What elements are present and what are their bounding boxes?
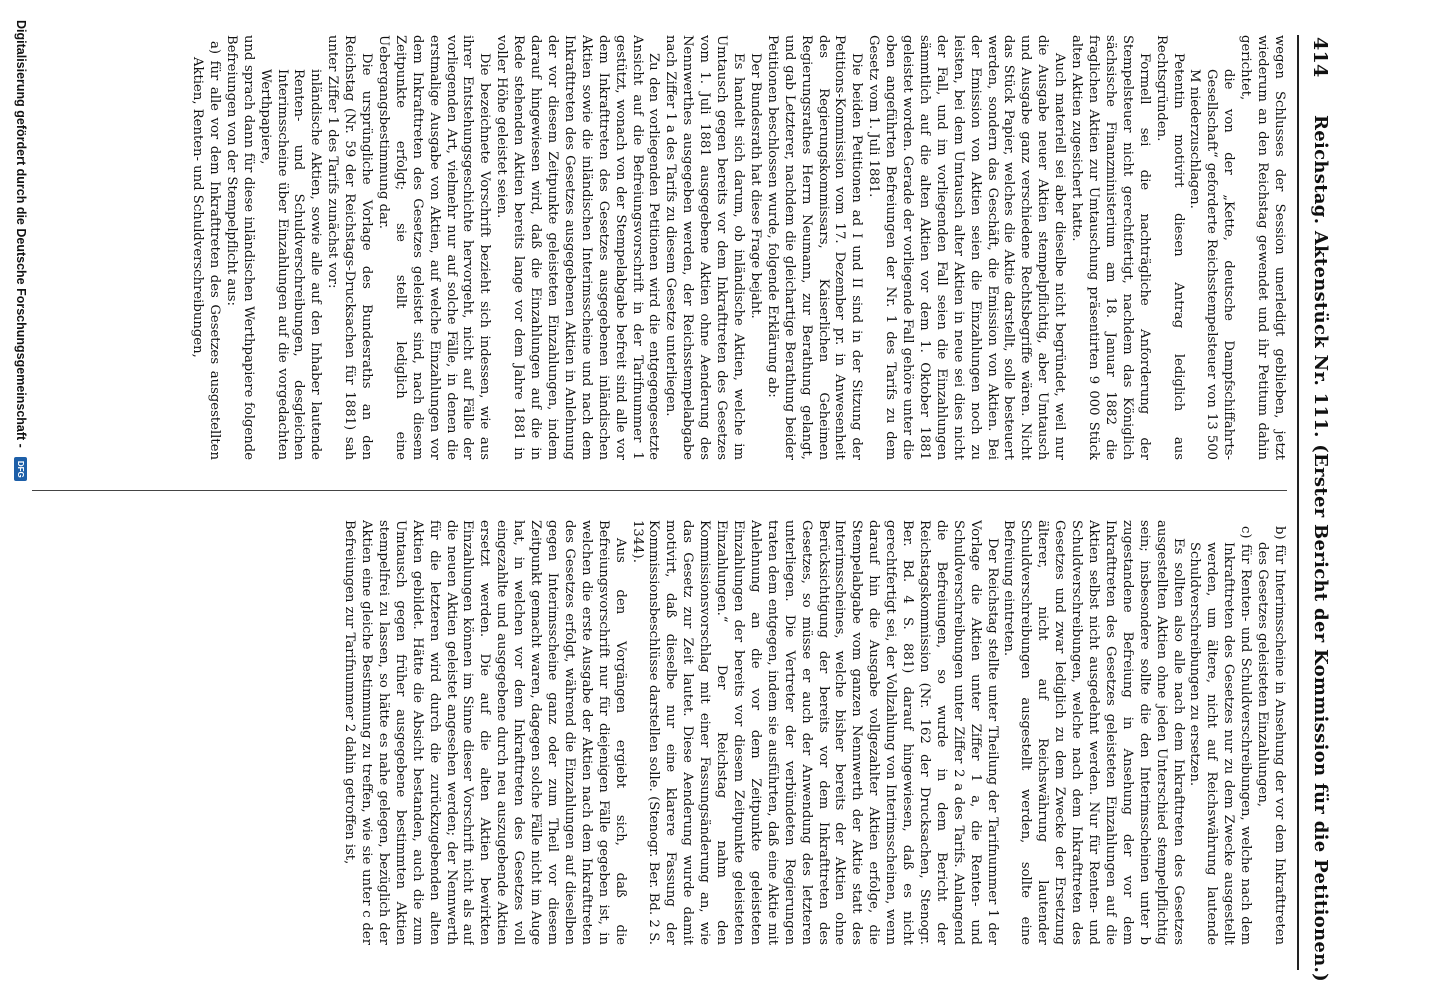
- paragraph: Auch materiell sei aber dieselbe nicht begründet, weil nur die Ausgabe neuer Aktien stempelpflichtig, aber Umtausch und Ausgabe ganz verschiedene Rechtsbegriffe wären. Nicht das Stück Papier, welches die Aktie darstellt, solle besteuert werden, sondern das Geschäft, die Emission von Aktien. Bei der Emission von Aktien seien die Einzahlungen noch zu leisten, bei dem Umtausch alter Aktien in neue sei dies nicht der Fall, und im vorliegenden Fall seien die Einzahlungen sämmtlich auf die alten Aktien vor dem 1. Oktober 1881 geleistet worden. Gerade der vorliegende Fall gehöre unter die oben angeführten Befreiungen der Nr. 1 des Tarifs zu dem Gesetz vom 1. Juli 1881.: [866, 35, 1068, 460]
- paragraph: Es handelt sich darum, ob inländische Aktien, welche im Umtausch gegen bereits vor dem Inkrafttreten des Gesetzes vom 1. Juli 1881 ausgegebene Aktien ohne Aenderung des Nennwerthes ausgegeben werden, der Reichsstempelabgabe nach Ziffer 1 a des Tarifs zu diesem Gesetze unterliegen.: [663, 35, 746, 460]
- paragraph: Es sollten also alle nach dem Inkrafttreten des Gesetzes ausgestellten Aktien ohne jeden Unterschied stempelpflichtig sein; insbesondere sollte die den Interimsscheinen unter b zugestandene Befreiung in Ansehung der vor dem Inkrafttreten des Gesetzes geleisteten Einzahlungen auf die Aktien selbst nicht ausgedehnt werden. Nur für Renten- und Schuldverschreibungen, welche nach dem Inkrafttreten des Gesetzes und zwar lediglich zu dem Zwecke der Ersetzung älterer, nicht auf Reichswährung lautender Schuldverschreibungen ausgestellt werden, sollte eine Befreiung eintreten.: [1001, 520, 1186, 945]
- paragraph: Die beiden Petitionen ad I und II sind in der Sitzung der Petitions-Kommission vom 17. Dezember pr. in Anwesenheit des Regierungskommissars, Kaiserlichen Geheimen Regierungsrathes Herrn Neumann, zur Berathung gelangt, und gab Letzterer, nachdem die gleichartige Berathung beider Petitionen beschlossen wurde, folgende Erklärung ab:: [764, 35, 865, 460]
- running-title: Reichstag. Aktenstück Nr. 111. (Erster Bericht der Kommission für die Petitionen.): [1310, 115, 1331, 982]
- paragraph: Der Bundesrath hat diese Frage bejaht.: [747, 53, 763, 319]
- credit-text: Digitalisierung gefördert durch die Deutsche Forschungsgemeinschaft -: [14, 20, 28, 448]
- paragraph: die von der „Kette, deutsche Dampfschiffahrts-Gesellschaft“ geforderte Reichsstempelsteuer von 13 500 M niederzuschlagen.: [1187, 69, 1237, 460]
- digitization-credit: [4, 20, 28, 980]
- paragraph: Aus den Vorgängen ergiebt sich, daß die Befreiungsvorschrift nur für diejenigen Fälle gegeben ist, in welchen die erste Ausgabe der Aktien nach dem Inkrafttreten des Gesetzes erfolgt, während die Einzahlungen auf dieselben gegen Interimsscheine ganz oder zum Theil vor diesem Zeitpunkt gemacht waren, dagegen solche Fälle nicht im Auge hat, in welchen vor dem Inkrafttreten des Gesetzes voll eingezahlte und ausgegebene durch neu auszugebende Aktien ersetzt werden. Die auf die alten Aktien bewirkten Einzahlungen können im Sinne dieser Vorschrift nicht als auf die neuen Aktien geleistet angesehen werden; der Nennwerth für die letzteren wird durch die zurückzugebenden alten Aktien gebildet. Hätte die Absicht bestanden, auch die zum Umtausch gegen früher ausgegebene bestimmten Aktien stempelfrei zu lassen, so hätte es nahe gelegen, bezüglich der Aktien eine gleiche Bestimmung zu treffen, wie sie unter c der Befreiungen zur Tarifnummer 2 dahin getroffen ist,: [342, 520, 628, 945]
- paragraph: Der Reichstag stellte unter Theilung der Tarifnummer 1 der Vorlage die Aktien unter Ziffer 1 a, die Renten- und Schuldverschreibungen unter Ziffer 2 a des Tarifs. Anlangend die Befreiungen, so wurde in dem Bericht der Reichstagskommission (Nr. 162 der Drucksachen, Stenogr. Ber. Bd. 4 S. 881) darauf hingewiesen, daß es nicht gerechtfertigt sei, der Vollzahlung von Interimsscheinen, wenn darauf hin die Ausgabe vollgezahlter Aktien erfolge, die Stempelabgabe vom ganzen Nennwerth der Aktie statt des Interimsscheines, welche bisher bereits der Aktien ohne Berücksichtigung der bereits vor dem Inkrafttreten des Gesetzes, so müsse er auch der Anwendung des letzteren unterliegen. Die Vertreter der verbündeten Regierungen traten dem entgegen, indem sie ausführten, daß eine Aktie mit Anlehnung an die vor dem Zeitpunkte geleisteten Einzahlungen der bereits vor diesem Zeitpunkte geleisteten Einzahlungen.“ Der Reichstag nahm den Kommissionsvorschlag mit einer Fassungsänderung an, wie das Gesetz zur Zeit lautet. Diese Aenderung wurde damit motivirt, daß dieselbe nur eine klarere Fassung der Kommissionsbeschlüsse darstellen solle. (Stenogr. Ber. Bd. 2 S. 1344).: [629, 520, 1000, 945]
- column-divider: [32, 490, 1287, 491]
- paragraph: inländische Aktien, sowie alle auf den Inhaber lautende Renten- und Schuldverschreibungen, desgleichen Interimsscheine über Einzahlungen auf die vorgedachten Werthpapiere,: [257, 69, 324, 460]
- paragraph: Die bezeichnete Vorschrift bezieht sich indessen, wie aus ihrer Entstehungsgeschichte hervorgeht, nicht auf Fälle der vorliegenden Art, vielmehr nur auf solche Fälle, in denen die erstmalige Ausgabe von Aktien, auf welche Einzahlungen vor dem Inkrafttreten des Gesetzes geleistet sind, nach diesem Zeitpunkte erfolgt; sie stellt lediglich eine Uebergangsbestimmung dar.: [375, 35, 493, 460]
- right-text-column: [32, 520, 1287, 945]
- paragraph: a) für alle vor dem Inkrafttreten des Gesetzes ausgestellten Aktien, Renten- und Schuldverschreibungen,: [190, 41, 222, 460]
- paragraph: Die ursprüngliche Vorlage des Bundesraths an den Reichstag (Nr. 59 der Reichstags-Drucksachen für 1881) sah unter Ziffer 1 des Tarifs zunächst vor:: [325, 35, 375, 460]
- paragraph: wegen Schlusses der Session unerledigt geblieben, jetzt wiederum an den Reichstag gewendet und ihr Petitum dahin gerichtet,: [1238, 35, 1287, 460]
- paragraph: Zu den vorliegenden Petitionen wird die entgegengesetzte Ansicht auf die Befreiungsvorschrift in der Tarifnummer 1 gestützt, wonach von der Stempelabgabe befreit sind alle vor dem Inkrafttreten des Gesetzes ausgegebenen inländischen Aktien sowie die inländischen Interimsscheine und nach dem Inkrafttreten des Gesetzes ausgegebenen Aktien in Anlehnung der vor diesem Zeitpunkte geleisteten Einzahlungen, indem darauf hingewiesen wird, daß die Einzahlungen auf die in Rede stehenden Aktien bereits lange vor dem Jahre 1881 in voller Höhe geleistet seien.: [494, 35, 662, 460]
- left-text-column: [32, 35, 1287, 460]
- paragraph: Formell sei die nachträgliche Anforderung der Stempelsteuer nicht gerechtfertigt, nachdem das Königlich sächsische Finanzministerium am 18. Januar 1882 die fraglichen Aktien zur Umtauschung präsentirten 9 000 Stück alten Aktien zugesichert hatte.: [1069, 35, 1152, 460]
- page-header: [1297, 35, 1337, 982]
- paragraph: Petentin motivirt diesen Antrag lediglich aus Rechtsgründen.: [1153, 35, 1186, 460]
- paragraph: c) für Renten- und Schuldverschreibungen, welche nach dem Inkrafttreten des Gesetzes nur zu dem Zwecke ausgestellt werden, um ältere, nicht auf Reichswährung lautende Schuldverschreibungen zu ersetzen.: [1187, 526, 1254, 945]
- paragraph: und sprach dann für diese inländischen Werthpapiere folgende Befreiungen von der Stempelpflicht aus:: [223, 35, 256, 460]
- paragraph: b) für Interimsscheine in Ansehung der vor dem Inkrafttreten des Gesetzes geleisteten Einzahlungen,: [1255, 526, 1287, 945]
- dfg-logo: DFG: [14, 457, 27, 481]
- page-number: 414: [1309, 37, 1331, 78]
